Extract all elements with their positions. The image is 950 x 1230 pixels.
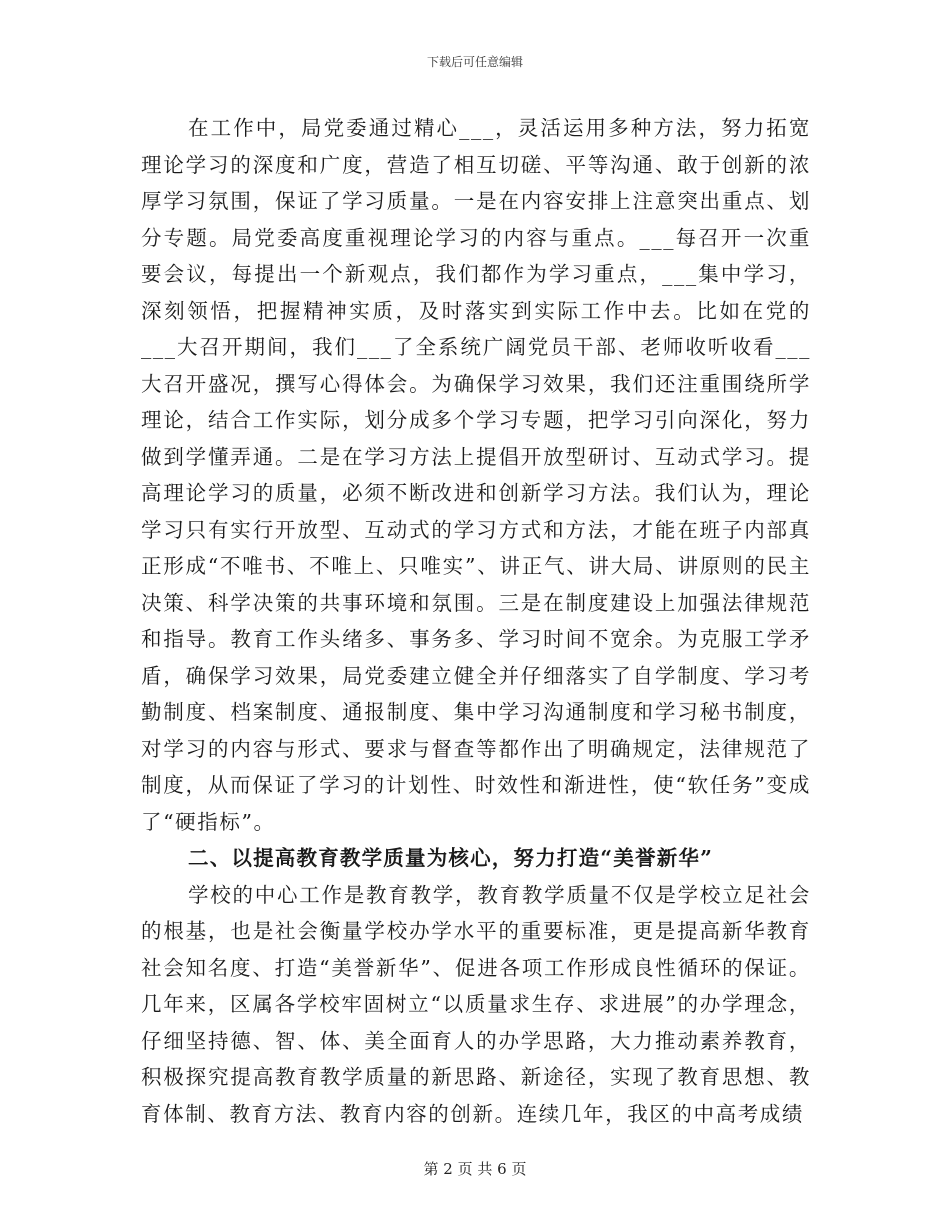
page-number-footer: 第 2 页 共 6 页 [423,1160,527,1178]
header-note: 下载后可任意编辑 [426,55,523,69]
body-paragraph-2: 学校的中心工作是教育教学，教育教学质量不仅是学校立足社会的根基，也是社会衡量学校办学水平的重要标准，更是提高新华教育社会知名度、打造“美誉新华”、促进各项工作形成良性循环的保证。几年来，区属各学校牢固树立“以质量求生存、求进展”的办学理念，仔细坚持德、智、体、美全面育人的办学思路，大力推动素养教育，积极探究提高教育教学质量的新思路、新途径，实现了教育思想、教育体制、教育方法、教育内容的创新。连续几年，我区的中高考成绩 [141,882,811,1126]
body-paragraph-1: 在工作中，局党委通过精心___，灵活运用多种方法，努力拓宽理论学习的深度和广度，营造了相互切磋、平等沟通、敢于创新的浓厚学习氛围，保证了学习质量。一是在内容安排上注意突出重点、划分专题。局党委高度重视理论学习的内容与重点。___每召开一次重要会议，每提出一个新观点，我们都作为学习重点，___集中学习，深刻领悟，把握精神实质，及时落实到实际工作中去。比如在党的___大召开期间，我们___了全系统广阔党员干部、老师收听收看___大召开盛况，撰写心得体会。为确保学习效果，我们还注重围绕所学理论，结合工作实际，划分成多个学习专题，把学习引向深化，努力做到学懂弄通。二是在学习方法上提倡开放型研讨、互动式学习。提高理论学习的质量，必须不断改进和创新学习方法。我们认为，理论学习只有实行开放型、互动式的学习方式和方法，才能在班子内部真正形成“不唯书、不唯上、只唯实”、讲正气、讲大局、讲原则的民主决策、科学决策的共事环境和氛围。三是在制度建设上加强法律规范和指导。教育工作头绪多、事务多、学习时间不宽余。为克服工学矛盾，确保学习效果，局党委建立健全并仔细落实了自学制度、学习考勤制度、档案制度、通报制度、集中学习沟通制度和学习秘书制度，对学习的内容与形式、要求与督查等都作出了明确规定，法律规范了制度，从而保证了学习的计划性、时效性和渐进性，使“软任务”变成了“硬指标”。 [141,116,811,834]
section-heading: 二、以提高教育教学质量为核心，努力打造“美誉新华” [188,846,714,870]
document-body [141,110,811,1132]
